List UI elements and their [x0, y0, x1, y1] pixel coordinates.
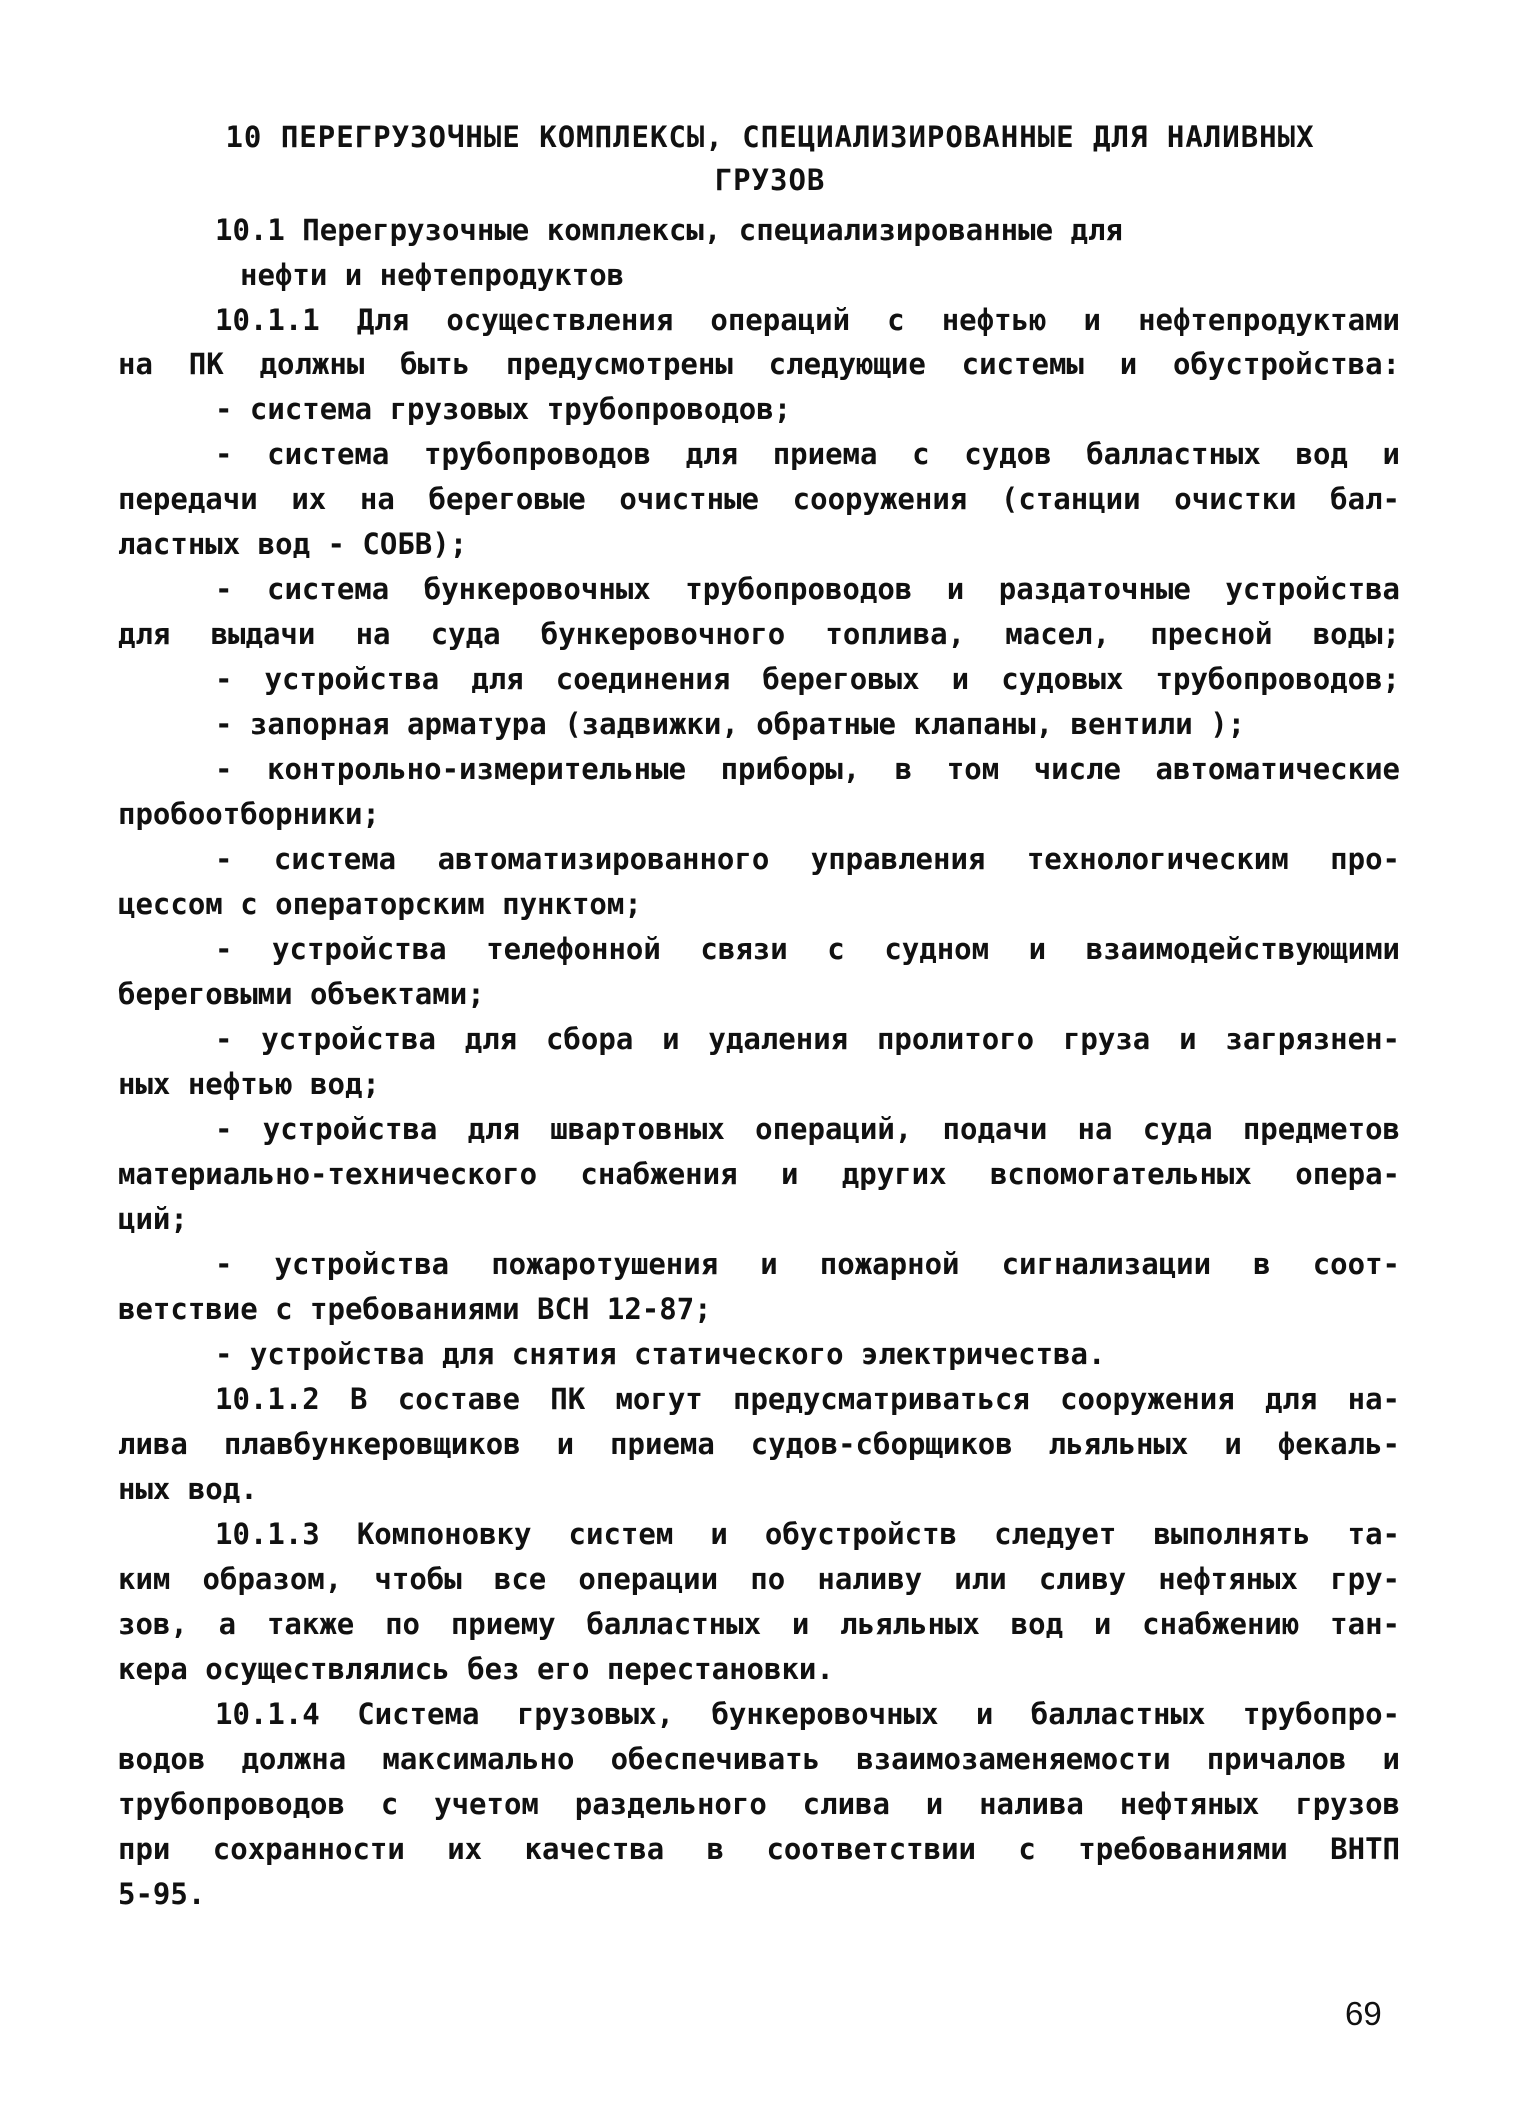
paragraph-line: при сохранности их качества в соответствии с требованиями ВНТП — [118, 1832, 1400, 1866]
list-item: - устройства телефонной связи с судном и взаимодействующими — [215, 932, 1400, 966]
paragraph-line: цессом с операторским пунктом; — [118, 887, 642, 921]
paragraph-line: ных нефтью вод; — [118, 1067, 380, 1101]
paragraph-line: 10.1.4 Система грузовых, бункеровочных и балластных трубопро- — [215, 1697, 1400, 1731]
list-item: - система грузовых трубопроводов; — [215, 392, 792, 426]
list-item: - устройства для швартовных операций, подачи на суда предметов — [215, 1112, 1400, 1146]
list-item: - устройства для соединения береговых и судовых трубопроводов; — [215, 662, 1400, 696]
paragraph-line: водов должна максимально обеспечивать взаимозаменяемости причалов и — [118, 1742, 1400, 1776]
subsection-heading-line-2: нефти и нефтепродуктов — [240, 258, 625, 292]
paragraph-line: ким образом, чтобы все операции по наливу или сливу нефтяных гру- — [118, 1562, 1400, 1596]
paragraph-line: ластных вод - СОБВ); — [118, 527, 468, 561]
paragraph-line: зов, а также по приему балластных и льяльных вод и снабжению тан- — [118, 1607, 1400, 1641]
list-item: - система бункеровочных трубопроводов и раздаточные устройства — [215, 572, 1400, 606]
section-title-line-2: ГРУЗОВ — [714, 163, 826, 197]
page-number: 69 — [1345, 1995, 1382, 2032]
paragraph-line: 5-95. — [118, 1877, 206, 1911]
paragraph-line: для выдачи на суда бункеровочного топлива, масел, пресной воды; — [118, 617, 1400, 651]
list-item: - система автоматизированного управления технологическим про- — [215, 842, 1400, 876]
list-item: - контрольно-измерительные приборы, в том числе автоматические — [215, 752, 1400, 786]
list-item: - запорная арматура (задвижки, обратные клапаны, вентили ); — [215, 707, 1246, 741]
paragraph-line: ветствие с требованиями ВСН 12-87; — [118, 1292, 712, 1326]
section-title-line-1: 10 ПЕРЕГРУЗОЧНЫЕ КОМПЛЕКСЫ, СПЕЦИАЛИЗИРОВАННЫЕ ДЛЯ НАЛИВНЫХ — [225, 120, 1315, 154]
paragraph-line: трубопроводов с учетом раздельного слива и налива нефтяных грузов — [118, 1787, 1400, 1821]
paragraph-line: береговыми объектами; — [118, 977, 485, 1011]
paragraph-line: ных вод. — [118, 1472, 258, 1506]
subsection-heading-line-1: 10.1 Перегрузочные комплексы, специализированные для — [215, 213, 1123, 247]
paragraph-line: 10.1.1 Для осуществления операций с нефтью и нефтепродуктами — [215, 303, 1400, 337]
paragraph-line: лива плавбункеровщиков и приема судов-сборщиков льяльных и фекаль- — [118, 1427, 1400, 1461]
paragraph-line: кера осуществлялись без его перестановки. — [118, 1652, 834, 1686]
paragraph-line: пробоотборники; — [118, 797, 380, 831]
list-item: - система трубопроводов для приема с судов балластных вод и — [215, 437, 1400, 471]
paragraph-line: 10.1.2 В составе ПК могут предусматриваться сооружения для на- — [215, 1382, 1400, 1416]
list-item: - устройства пожаротушения и пожарной сигнализации в соот- — [215, 1247, 1400, 1281]
paragraph-line: на ПК должны быть предусмотрены следующие системы и обустройства: — [118, 347, 1400, 381]
paragraph-line: передачи их на береговые очистные сооружения (станции очистки бал- — [118, 482, 1400, 516]
list-item: - устройства для снятия статического электричества. — [215, 1337, 1106, 1371]
paragraph-line: ций; — [118, 1202, 188, 1236]
paragraph-line: материально-технического снабжения и других вспомогательных опера- — [118, 1157, 1400, 1191]
paragraph-line: 10.1.3 Компоновку систем и обустройств следует выполнять та- — [215, 1517, 1400, 1551]
list-item: - устройства для сбора и удаления пролитого груза и загрязнен- — [215, 1022, 1400, 1056]
